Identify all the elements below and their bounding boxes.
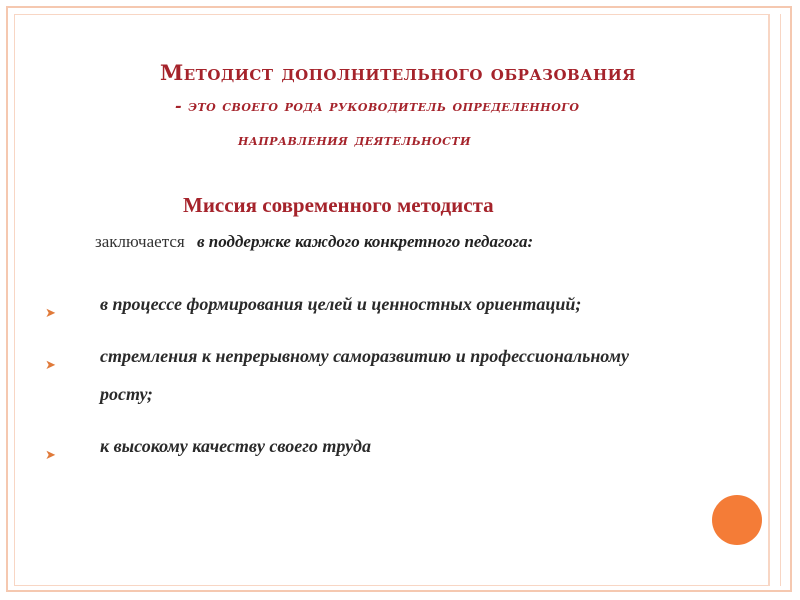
- slide-frame-right-band: [769, 14, 781, 586]
- slide-title-line-2: - это своего рода руководитель определенного: [175, 96, 580, 115]
- mission-emphasis-text: в поддержке каждого конкретного педагога:: [196, 232, 534, 251]
- mission-heading: Миссия современного методиста: [183, 193, 494, 217]
- bullet-text: к высокому качеству своего труда: [100, 436, 371, 456]
- list-item: [45, 285, 665, 323]
- arrow-bullet-icon: ➤: [45, 305, 56, 320]
- list-item: [45, 427, 665, 465]
- bullet-text: в процессе формирования целей и ценностных ориентаций;: [100, 294, 582, 314]
- mission-lead-text: заключается: [95, 232, 185, 251]
- mission-statement: [95, 232, 533, 252]
- arrow-bullet-icon: ➤: [45, 357, 56, 372]
- slide-title-line-1: Методист дополнительного образования: [160, 60, 637, 85]
- slide-title-line-3: направления деятельности: [238, 130, 471, 149]
- arrow-bullet-icon: ➤: [45, 447, 56, 462]
- bullet-list: [45, 285, 665, 479]
- list-item: [45, 337, 665, 413]
- decorative-circle: [712, 495, 762, 545]
- bullet-text: стремления к непрерывному саморазвитию и профессиональному росту;: [100, 346, 629, 404]
